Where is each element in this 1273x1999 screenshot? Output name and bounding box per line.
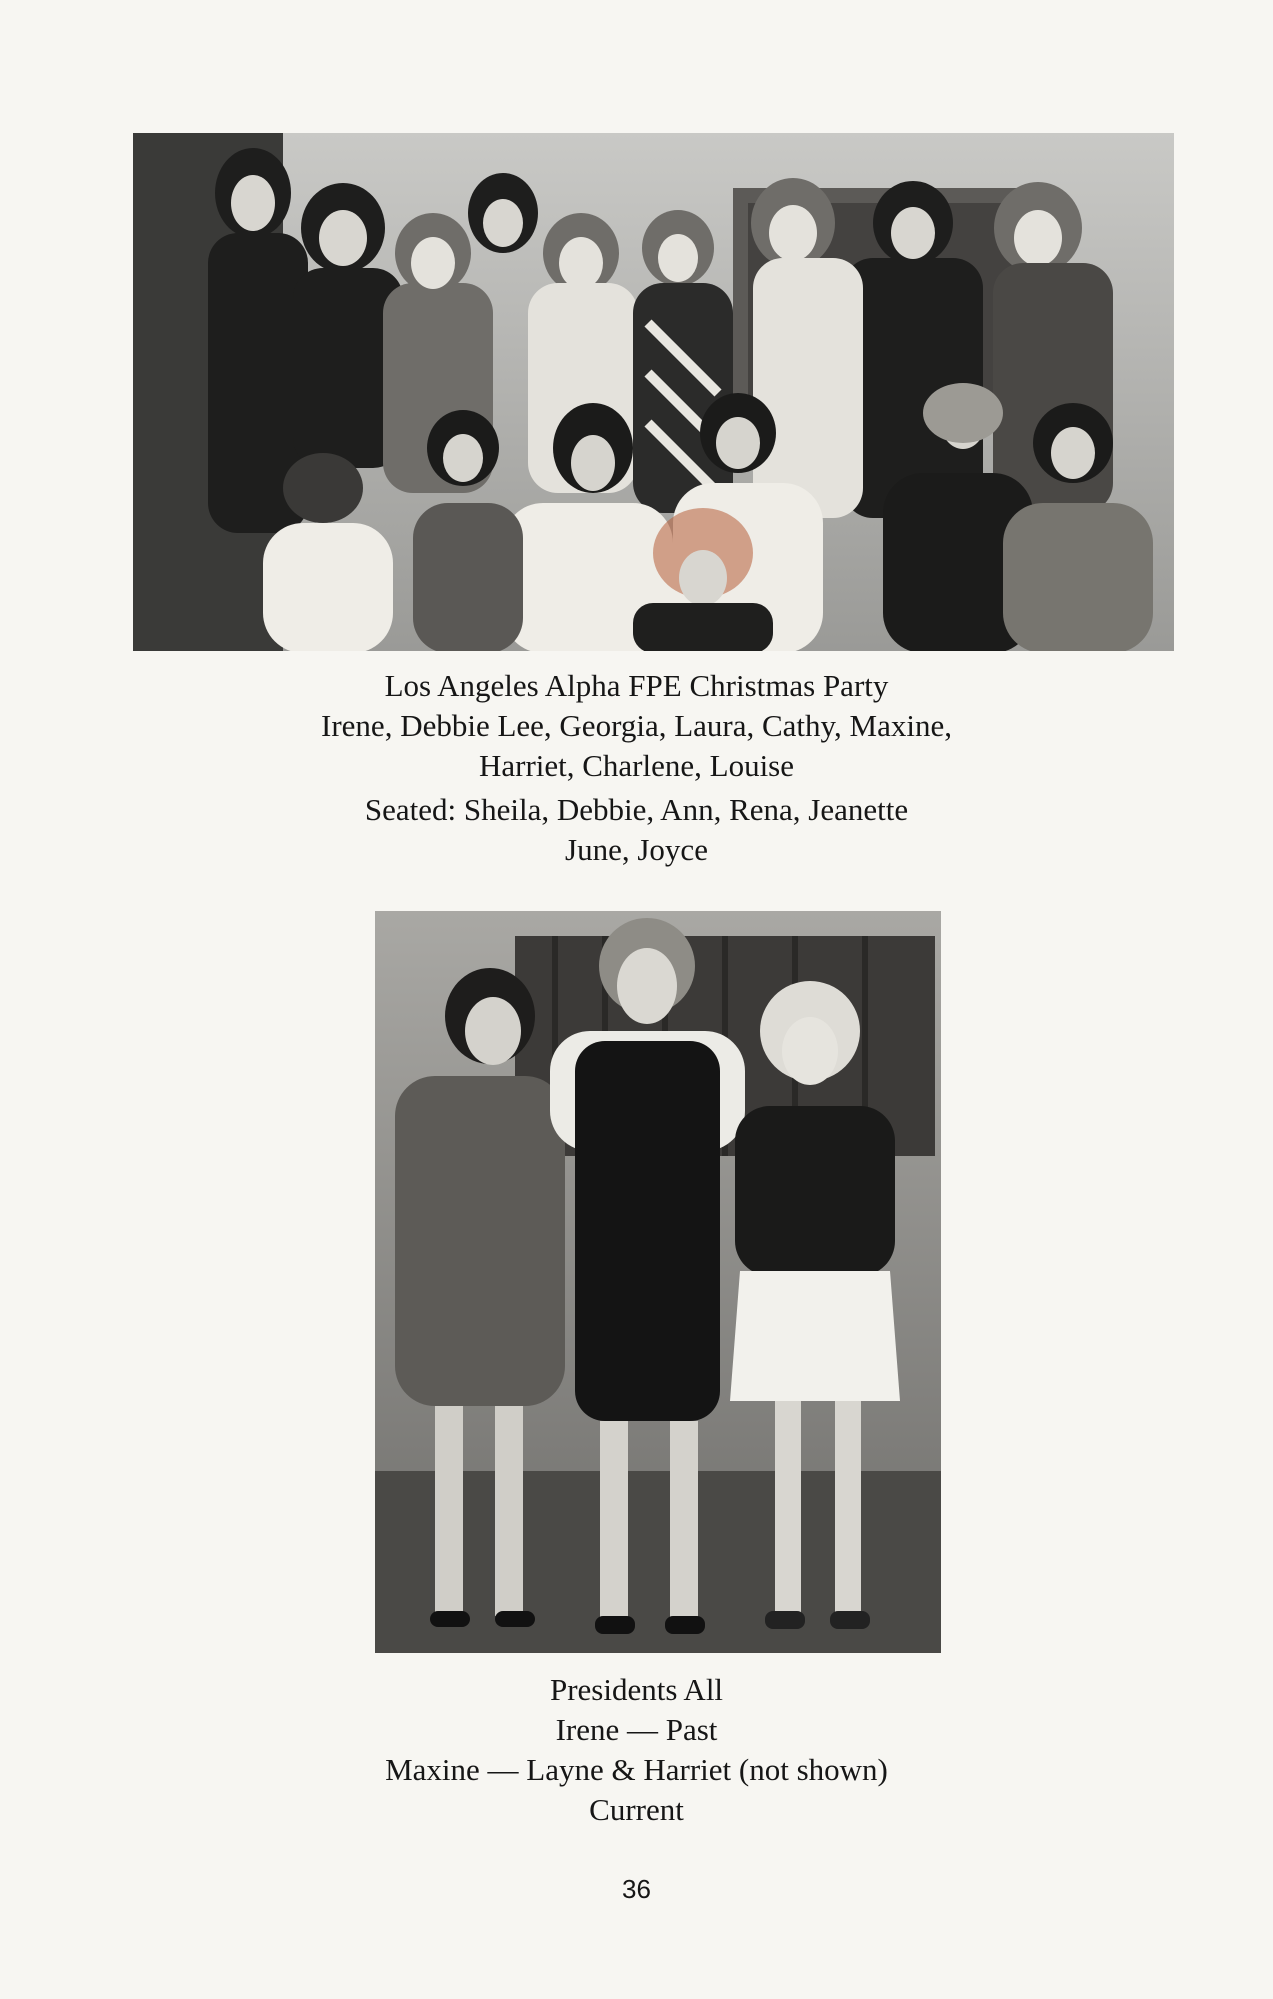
caption-presidents-title: Presidents All [549,1672,724,1707]
page-number: 36 [622,1874,651,1904]
presidents-photo-illustration [375,911,941,1653]
caption-current-presidents: Maxine — Layne & Harriet (not shown) [385,1752,888,1787]
top-photo-caption [0,666,1273,870]
caption-current-label: Current [589,1792,684,1827]
caption-seated-line1: Seated: Sheila, Debbie, Ann, Rena, Jeanette [364,792,909,827]
caption-seated-line2: June, Joyce [565,832,708,867]
caption-title: Los Angeles Alpha FPE Christmas Party [384,668,889,703]
group-photo-christmas-party [133,133,1174,651]
caption-names-line2: Harriet, Charlene, Louise [478,748,795,783]
group-photo-illustration [133,133,1174,651]
caption-past-president: Irene — Past [555,1712,718,1747]
caption-names-line1: Irene, Debbie Lee, Georgia, Laura, Cathy, Maxine, [321,708,952,743]
presidents-photo [375,911,941,1653]
bottom-photo-caption [0,1670,1273,1830]
